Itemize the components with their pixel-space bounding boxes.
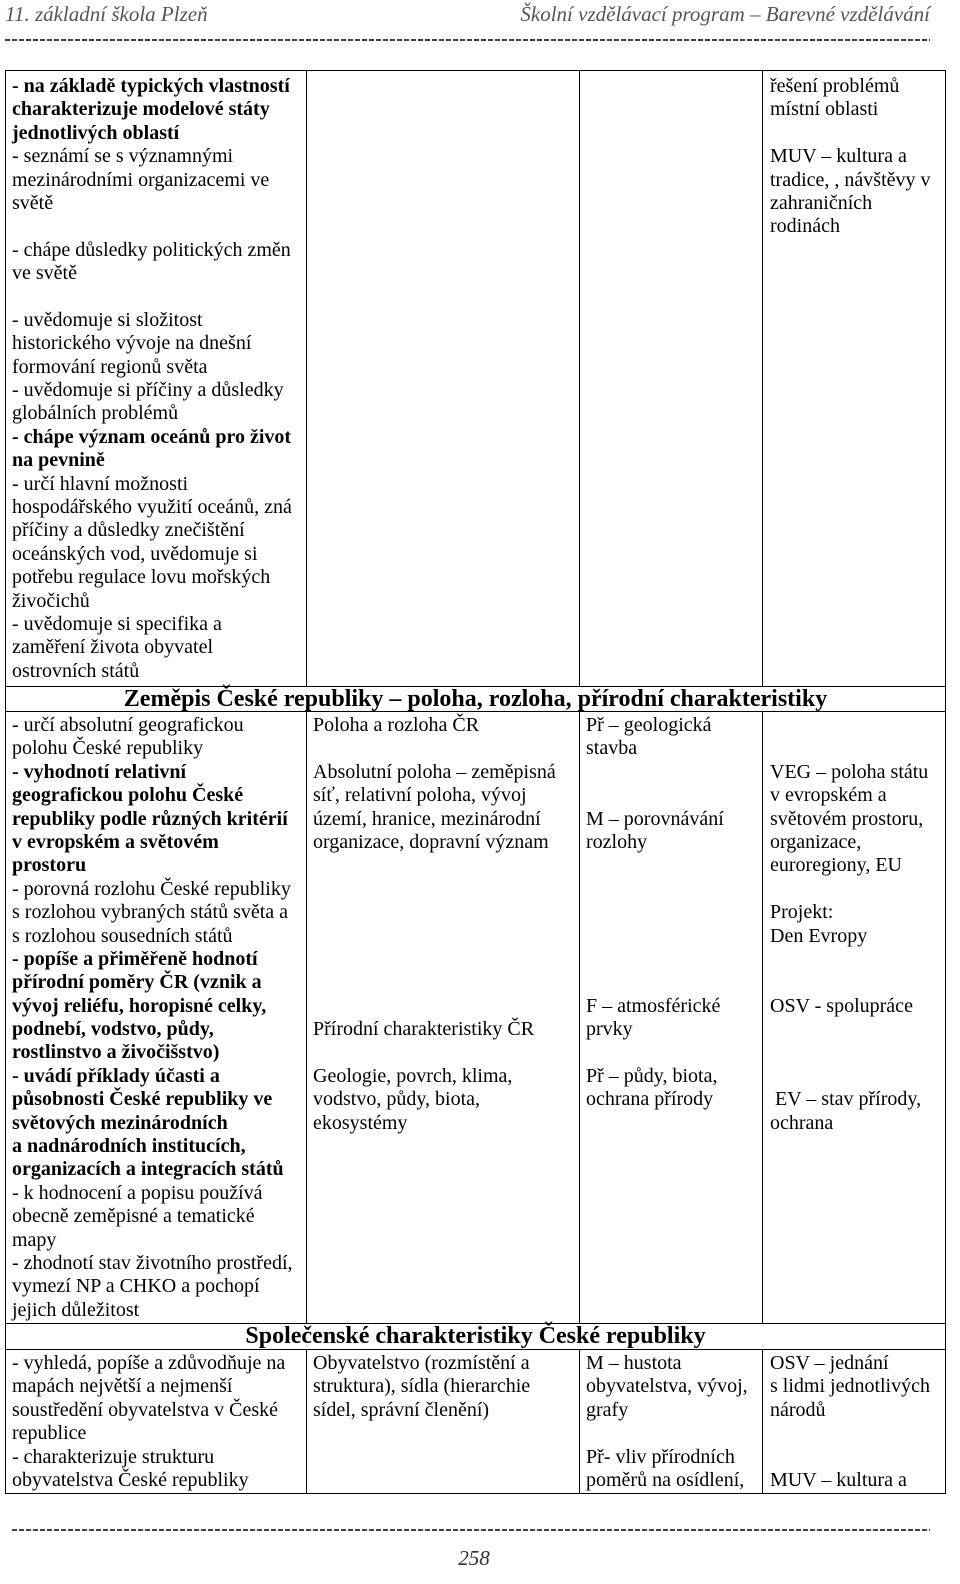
text-line: světových mezinárodních [12, 1111, 228, 1134]
text-line: Př – geologická [586, 714, 712, 736]
text-line: grafy [586, 1398, 629, 1421]
table-row [6, 712, 945, 1323]
text-line: Den Evropy [770, 924, 868, 947]
text-line: ochrana přírody [586, 1088, 714, 1111]
text-line: struktura), sídla (hierarchie [313, 1375, 531, 1398]
expected-outcomes-cell [6, 1350, 306, 1493]
header-divider [5, 39, 930, 41]
text-line: hospodářského využití oceánů, zná [12, 496, 292, 519]
curriculum-cell [306, 712, 579, 1323]
text-line: - seznámí se s významnými [12, 145, 234, 168]
text-line: soustředění obyvatelstva v České [12, 1398, 279, 1421]
school-name: 11. základní škola Plzeň [5, 2, 208, 26]
text-line: Př – půdy, biota, [586, 1064, 718, 1087]
cross-curricular-links-cell [579, 1350, 762, 1493]
text-line: prvky [586, 1018, 633, 1041]
text-line: prostoru [12, 854, 87, 877]
cross-cutting-themes-cell [762, 1350, 945, 1493]
text-line: zaměření života obyvatel [12, 636, 214, 659]
text-line: síť, relativní poloha, vývoj [313, 784, 527, 807]
text-line: organizace, dopravní význam [313, 830, 549, 853]
text-line: zahraničních [770, 191, 873, 214]
text-line: poměrů na osídlení, [586, 1468, 745, 1491]
text-line: území, hranice, mezinárodní [313, 807, 541, 830]
text-line: jednotlivých oblastí [12, 121, 180, 144]
text-line: OSV – jednání [770, 1352, 889, 1374]
curriculum-cell [306, 1350, 579, 1493]
text-line: s rozlohou sousedních států [12, 924, 233, 947]
text-line: rodinách [770, 215, 840, 238]
text-line: potřebu regulace lovu mořských [12, 566, 271, 589]
cross-curricular-links-cell [579, 71, 762, 686]
text-line: rostlinstvo a živočišstvo) [12, 1041, 220, 1064]
text-line: MUV – kultura a [770, 1468, 907, 1491]
text-line: vodstvo, půdy, biota, [313, 1088, 481, 1111]
text-line: Absolutní poloha – zeměpisná [313, 760, 556, 783]
text-line: - uvádí příklady účasti a [12, 1064, 220, 1087]
text-line: euroregiony, EU [770, 854, 902, 877]
text-line: v evropském a světovém [12, 830, 219, 853]
text-line: Projekt: [770, 901, 834, 924]
text-line: - uvědomuje si složitost [12, 308, 203, 331]
text-line: místní oblasti [770, 98, 879, 121]
text-line: světě [12, 191, 54, 214]
text-line: příčiny a důsledky znečištění [12, 519, 245, 542]
expected-outcomes-cell [6, 712, 306, 1323]
text-line: tradice, , návštěvy v [770, 168, 931, 191]
section-heading: Zeměpis České republiky – poloha, rozloha, přírodní charakteristiky [6, 686, 945, 712]
text-line: M – hustota [586, 1352, 682, 1374]
table-row [6, 1350, 945, 1493]
text-line: podnebí, vodstvo, půdy, [12, 1018, 214, 1041]
text-line: obecně zeměpisné a tematické [12, 1205, 255, 1228]
text-line: ostrovních států [12, 659, 140, 682]
text-line: vymezí NP a CHKO a pochopí [12, 1275, 260, 1298]
text-line: přírodní poměry ČR (vznik a [12, 971, 262, 994]
program-name: Školní vzdělávací program – Barevné vzdělávání [520, 2, 930, 26]
text-line: - zhodnotí stav životního prostředí, [12, 1251, 293, 1274]
text-line: formování regionů světa [12, 355, 208, 378]
text-line: Přírodní charakteristiky ČR [313, 1018, 535, 1041]
text-line: rozlohy [586, 830, 648, 853]
page-number: 258 [458, 1546, 490, 1570]
cross-curricular-links-cell [579, 712, 762, 1323]
text-line: Geologie, povrch, klima, [313, 1064, 513, 1087]
text-line: mezinárodními organizacemi ve [12, 168, 270, 191]
text-line: - chápe důsledky politických změn [12, 238, 291, 261]
text-line: světovém prostoru, [770, 807, 924, 830]
text-line: - určí absolutní geografickou [12, 714, 244, 736]
text-line: živočichů [12, 589, 90, 612]
text-line: - popíše a přiměřeně hodnotí [12, 947, 258, 970]
text-line: - uvědomuje si příčiny a důsledky [12, 379, 284, 402]
text-line: OSV - spolupráce [770, 994, 913, 1017]
text-line: - uvědomuje si specifika a [12, 612, 222, 635]
text-line: republice [12, 1422, 87, 1445]
text-line: stavba [586, 737, 638, 760]
text-line: sídel, správní členění) [313, 1398, 490, 1421]
text-line: mapách největší a nejmenší [12, 1375, 233, 1398]
text-line: organizace, [770, 830, 862, 853]
section-heading: Společenské charakteristiky České republiky [6, 1323, 945, 1350]
text-line: MUV – kultura a [770, 145, 907, 168]
curriculum-cell [306, 71, 579, 686]
text-line: - chápe význam oceánů pro život [12, 425, 292, 448]
text-line: oceánských vod, uvědomuje si [12, 542, 258, 565]
text-line: obyvatelstva České republiky [12, 1468, 249, 1491]
text-line: mapy [12, 1228, 57, 1251]
curriculum-table [5, 70, 946, 1494]
text-line: F – atmosférické [586, 994, 721, 1017]
text-line: národů [770, 1398, 826, 1421]
text-line: organizacích a integracích států [12, 1158, 284, 1181]
cross-cutting-themes-cell [762, 71, 945, 686]
text-line: historického vývoje na dnešní [12, 332, 252, 355]
text-line: působnosti České republiky ve [12, 1088, 273, 1111]
text-line: v evropském a [770, 784, 887, 807]
text-line: Poloha a rozloha ČR [313, 714, 480, 736]
text-line: jejich důležitost [12, 1298, 140, 1321]
text-line: republiky podle různých kritérií [12, 807, 288, 830]
text-line: vývoj reliéfu, horopisné celky, [12, 994, 267, 1017]
text-line: Př- vliv přírodních [586, 1445, 735, 1468]
text-line: polohu České republiky [12, 737, 204, 760]
text-line: ochrana [770, 1111, 834, 1134]
text-line: charakterizuje modelové státy [12, 98, 270, 121]
text-line: s rozlohou vybraných států světa a [12, 901, 289, 924]
text-line: a nadnárodních institucích, [12, 1135, 246, 1158]
text-line: globálních problémů [12, 402, 179, 425]
text-line: - na základě typických vlastností [12, 75, 290, 97]
text-line: M – porovnávání [586, 807, 724, 830]
text-line: geografickou polohu České [12, 784, 244, 807]
text-line: na pevnině [12, 449, 105, 472]
text-line: - porovná rozlohu České republiky [12, 877, 291, 900]
table-row [6, 71, 945, 686]
text-line: - určí hlavní možnosti [12, 472, 189, 495]
text-line: s lidmi jednotlivých [770, 1375, 930, 1398]
text-line: - k hodnocení a popisu používá [12, 1181, 263, 1204]
text-line: ekosystémy [313, 1111, 408, 1134]
text-line: řešení problémů [770, 75, 900, 97]
text-line: - vyhodnotí relativní [12, 760, 187, 783]
text-line: ve světě [12, 262, 77, 285]
text-line: EV – stav přírody, [775, 1088, 922, 1111]
cross-cutting-themes-cell [762, 712, 945, 1323]
text-line: - vyhledá, popíše a zdůvodňuje na [12, 1352, 286, 1374]
text-line: obyvatelstva, vývoj, [586, 1375, 748, 1398]
text-line: VEG – poloha státu [770, 760, 929, 783]
text-line: Obyvatelstvo (rozmístění a [313, 1352, 530, 1374]
footer-divider [12, 1529, 930, 1531]
text-line: - charakterizuje strukturu [12, 1445, 215, 1468]
expected-outcomes-cell [6, 71, 306, 686]
